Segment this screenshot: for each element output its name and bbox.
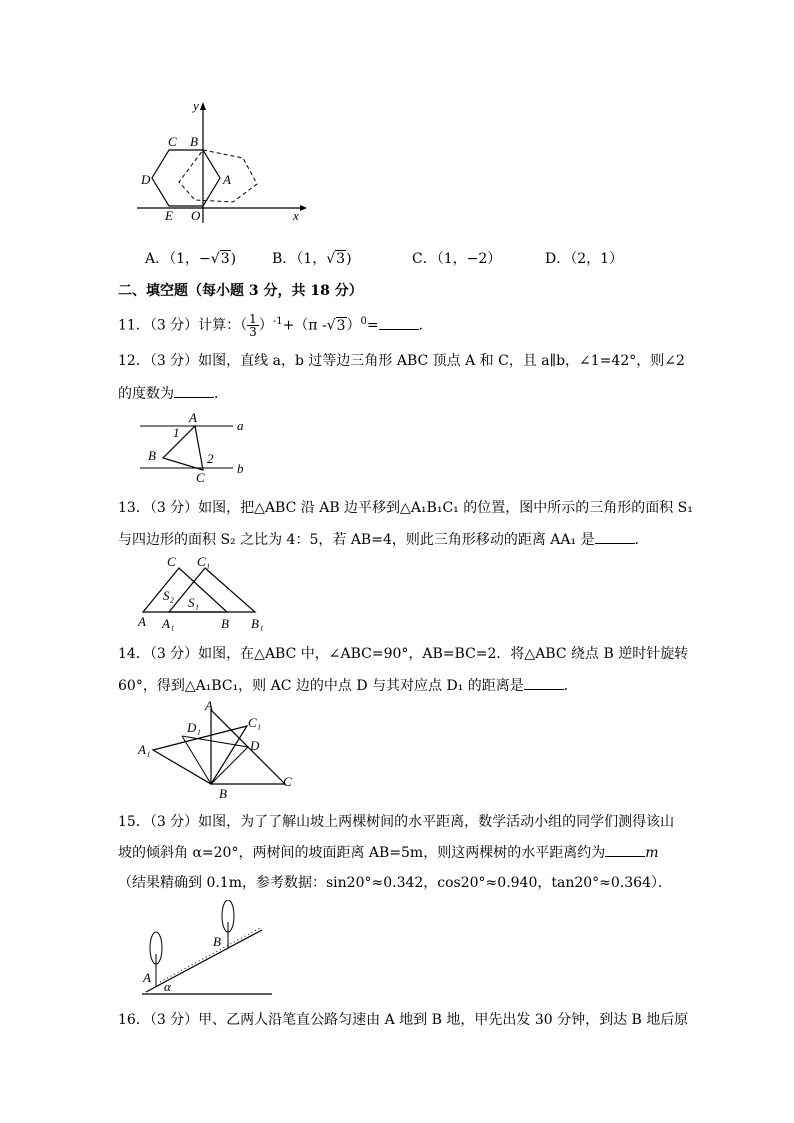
answer-blank-11[interactable] bbox=[379, 317, 419, 330]
label-alpha: α bbox=[164, 979, 171, 994]
label-A: A bbox=[189, 412, 197, 425]
label-b: b bbox=[237, 461, 244, 476]
label-D: D bbox=[250, 738, 260, 753]
hexagon bbox=[152, 150, 220, 206]
label-A: A bbox=[143, 970, 151, 985]
question-11: 11．（3 分）计算：（ $\frac{1}{3}$ ）$^{-1}$+（π -√3）$^0$= ． bbox=[118, 312, 433, 340]
label-S1: S₁ bbox=[188, 595, 200, 610]
question-15-line1: 15．（3 分）如图，为了了解山坡上两棵树间的水平距离，数学活动小组的同学们测得该山 bbox=[118, 814, 675, 830]
segment-bd1 bbox=[182, 736, 211, 784]
question-15-line2: 坡的倾斜角 α=20°，两树间的坡面距离 AB=5m，则这两棵树的水平距离约为 m bbox=[118, 845, 659, 861]
q13-figure bbox=[135, 554, 270, 634]
label-e: E bbox=[165, 208, 173, 223]
x-axis-arrow bbox=[300, 205, 307, 211]
question-15-line3: （结果精确到 0.1m，参考数据：sin20°≈0.342，cos20°≈0.940，tan20°≈0.364）． bbox=[118, 875, 672, 891]
label-a: a bbox=[237, 418, 244, 433]
label-1: 1 bbox=[173, 425, 180, 440]
option-a: A．（1，−√3) bbox=[145, 251, 237, 267]
q10-hexagon-figure bbox=[135, 98, 310, 228]
answer-blank-13[interactable] bbox=[595, 531, 635, 544]
q12-figure bbox=[135, 412, 255, 484]
option-c: C．（1，−2） bbox=[412, 251, 502, 267]
option-d: D．（2，1） bbox=[545, 251, 624, 267]
question-16-line1: 16．（3 分）甲、乙两人沿笔直公路匀速由 A 地到 B 地，甲先出发 30 分钟，到达 B 地后原 bbox=[118, 1012, 689, 1028]
triangle-abc bbox=[143, 568, 227, 612]
section-title: 二、填空题（每小题 3 分，共 18 分） bbox=[118, 283, 363, 299]
question-14-line1: 14．（3 分）如图，在△ABC 中，∠ABC=90°，AB=BC=2．将△ABC 绕点 B 逆时针旋转 bbox=[118, 646, 689, 662]
slope-hatch bbox=[160, 927, 262, 982]
label-A1: A₁ bbox=[138, 742, 151, 757]
label-C1: C₁ bbox=[197, 554, 211, 569]
y-axis-arrow bbox=[200, 102, 206, 110]
label-o: O bbox=[191, 208, 201, 223]
label-c: C bbox=[168, 134, 177, 149]
label-A: A bbox=[138, 614, 146, 629]
label-d: D bbox=[141, 172, 151, 187]
answer-blank-12[interactable] bbox=[174, 385, 214, 398]
label-b: B bbox=[190, 134, 198, 149]
label-A: A bbox=[205, 700, 213, 713]
label-B1: B₁ bbox=[251, 616, 264, 631]
label-a: A bbox=[223, 172, 231, 187]
segment-bd bbox=[211, 747, 248, 784]
label-B: B bbox=[213, 934, 221, 949]
label-C: C bbox=[283, 774, 292, 789]
label-S2: S₂ bbox=[163, 588, 175, 603]
question-13-line2: 与四边形的面积 S₂ 之比为 4：5，若 AB=4，则此三角形移动的距离 AA₁ 是 ． bbox=[118, 532, 649, 548]
label-2: 2 bbox=[207, 451, 214, 466]
label-A1: A₁ bbox=[162, 616, 175, 631]
label-B: B bbox=[148, 448, 156, 463]
question-12-line1: 12．（3 分）如图，直线 a，b 过等边三角形 ABC 顶点 A 和 C，且 a∥b，∠1=42°，则∠2 bbox=[118, 353, 685, 369]
q15-figure bbox=[138, 900, 278, 998]
label-B: B bbox=[221, 616, 229, 631]
q14-figure bbox=[135, 700, 305, 800]
label-B: B bbox=[219, 786, 227, 800]
question-12-line2: 的度数为 ． bbox=[118, 386, 228, 402]
label-D1: D₁ bbox=[187, 720, 201, 735]
triangle-a1b1c1 bbox=[169, 568, 255, 612]
label-C: C bbox=[196, 470, 205, 484]
label-y: y bbox=[193, 98, 199, 113]
answer-blank-15[interactable] bbox=[605, 844, 645, 857]
answer-blank-14[interactable] bbox=[524, 677, 564, 690]
label-C: C bbox=[167, 554, 176, 569]
label-x: x bbox=[293, 208, 299, 223]
triangle-abc bbox=[163, 426, 203, 470]
question-13-line1: 13．（3 分）如图，把△ABC 沿 AB 边平移到△A₁B₁C₁ 的位置，图中所示的三角形的面积 S₁ bbox=[118, 500, 693, 516]
option-b: B．（1，√3) bbox=[272, 251, 352, 267]
rotated-hexagon bbox=[179, 150, 257, 202]
label-C1: C₁ bbox=[248, 715, 262, 730]
question-14-line2: 60°，得到△A₁BC₁，则 AC 边的中点 D 与其对应点 D₁ 的距离是 ． bbox=[118, 678, 578, 694]
